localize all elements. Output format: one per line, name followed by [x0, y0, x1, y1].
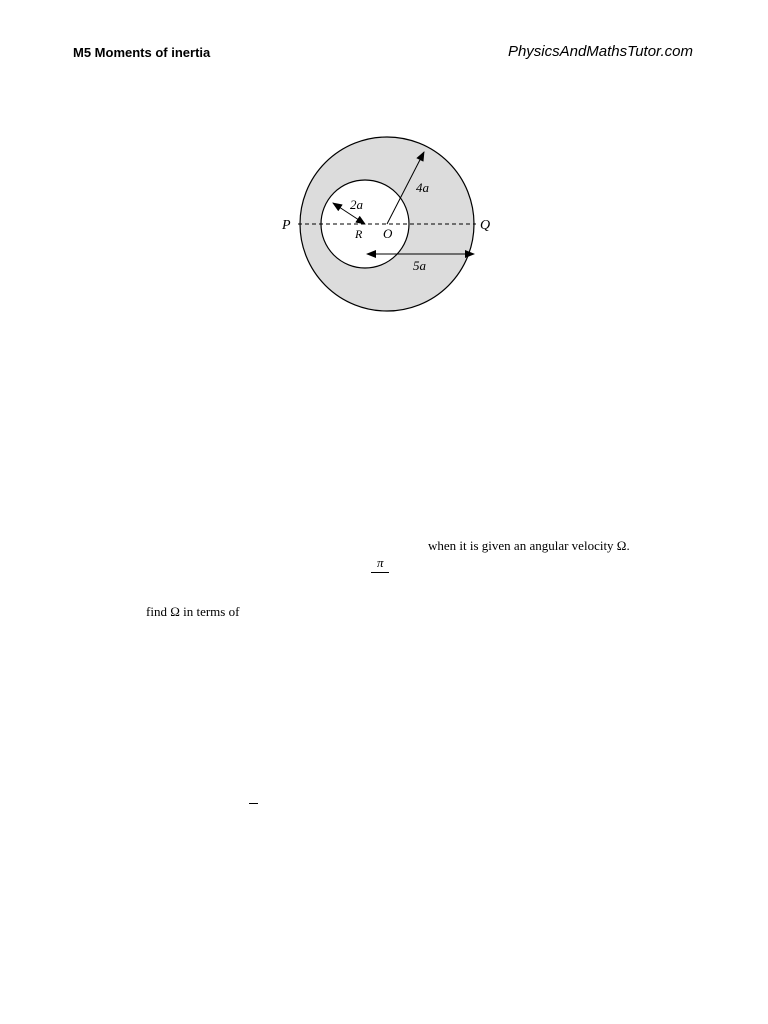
fraction-numerator-pi: π — [377, 555, 384, 570]
label-r: R — [355, 227, 363, 241]
label-o: O — [383, 226, 393, 241]
label-2a: 2a — [350, 197, 363, 212]
document-section-title: M5 Moments of inertia — [73, 45, 211, 60]
disc-diagram — [270, 130, 510, 320]
fraction-bar — [371, 572, 389, 573]
label-4a: 4a — [416, 180, 429, 195]
find-omega-text: find Ω in terms of — [146, 604, 240, 619]
label-q: Q — [480, 218, 491, 233]
fraction-bar-small — [249, 803, 258, 804]
label-5a: 5a — [413, 258, 426, 273]
angular-velocity-text: when it is given an angular velocity Ω. — [428, 538, 630, 553]
site-name: PhysicsAndMathsTutor.com — [507, 43, 693, 60]
label-p: P — [282, 218, 291, 233]
